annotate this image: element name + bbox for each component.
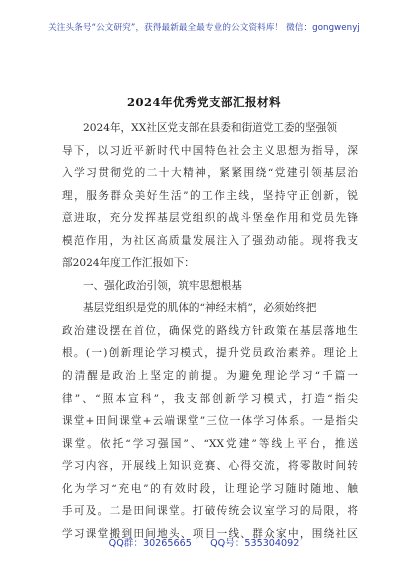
footer-contact: QQ群：30265665 QQ号：535304092 [108, 538, 300, 549]
body-line: 部2024年度工作汇报如下： [62, 257, 195, 270]
body-line: 学习课堂搬到田间地头、项目一线、群众家中，围绕社区 [62, 527, 358, 540]
document-body [62, 117, 358, 545]
body-line: 手可及。二是田间课堂。打破传统会议室学习的局限，将 [62, 505, 358, 518]
body-line: 课堂+田间课堂+云端课堂”三位一体学习体系。一是指尖 [62, 415, 358, 428]
body-line: 导下，以习近平新时代中国特色社会主义思想为指导，深 [62, 144, 358, 157]
body-line: 基层党组织是党的肌体的“神经末梢”，必须始终把 [83, 302, 317, 315]
body-line: 化为学习“充电”的有效时段，让理论学习随时随地、触 [62, 482, 358, 495]
body-line: 课堂。依托“学习强国”、“XX党建”等线上平台，推送 [62, 437, 358, 450]
body-line: 入学习贯彻党的二十大精神，紧紧围绕“党建引领基层治 [62, 167, 358, 180]
body-line: 根。(一)创新理论学习模式，提升党员政治素养。理论上 [62, 347, 358, 360]
page-title: 2024年优秀党支部汇报材料 [126, 95, 281, 109]
body-line: 政治建设摆在首位，确保党的路线方针政策在基层落地生 [62, 324, 358, 337]
body-line: 的清醒是政治上坚定的前提。为避免理论学习“千篇一 [62, 370, 358, 383]
header-banner: 关注头条号“公文研究”，获得最新最全最专业的公文资料库！ 微信：gongwenyj [48, 23, 360, 33]
body-line: 2024年，XX社区党支部在县委和街道党工委的坚强领 [83, 122, 337, 134]
body-line: 律”、“照本宣科”，我支部创新学习模式，打造“指尖 [62, 392, 358, 405]
body-line: 模范作用，为社区高质量发展注入了强劲动能。现将我支 [62, 234, 358, 247]
body-line: 意进取，充分发挥基层党组织的战斗堡垒作用和党员先锋 [62, 212, 358, 225]
body-line: 理，服务群众美好生活”的工作主线，坚持守正创新，锐 [62, 189, 358, 202]
body-line: 一、强化政治引领，筑牢思想根基 [83, 279, 242, 292]
body-line: 学习内容，开展线上知识竞赛、心得交流，将零散时间转 [62, 460, 358, 473]
